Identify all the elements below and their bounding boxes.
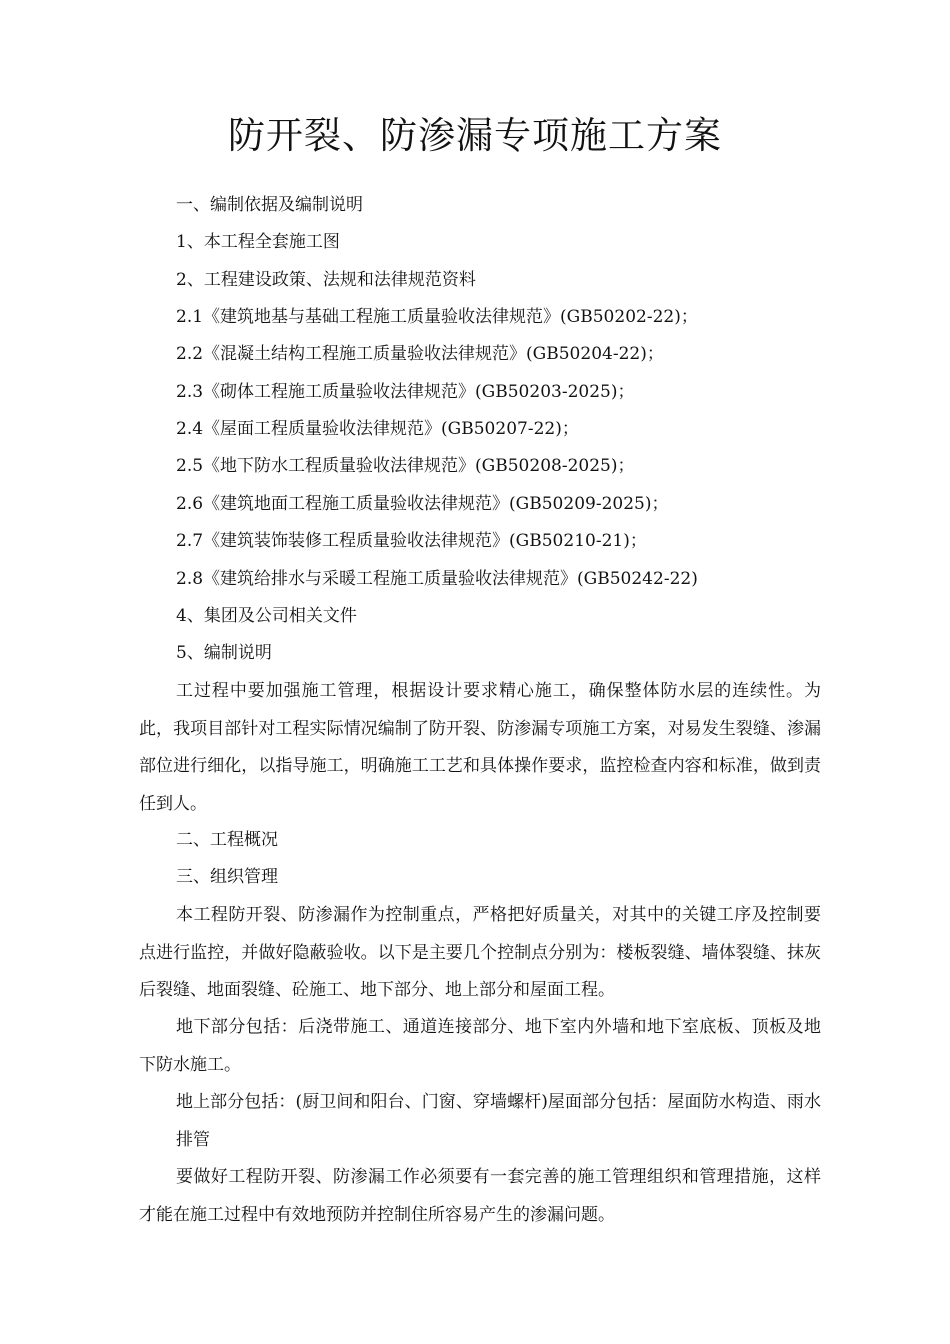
paragraph-aboveground: 地上部分包括：(厨卫间和阳台、门窗、穿墙螺杆)屋面部分包括：屋面防水构造、雨水排管 xyxy=(176,1092,821,1150)
standard-item-2-5: 2.5《地下防水工程质量验收法律规范》(GB50208-2025)； xyxy=(176,456,635,476)
basis-item-1: 1、本工程全套施工图 xyxy=(176,232,340,252)
paragraph-closing: 要做好工程防开裂、防渗漏工作必须要有一套完善的施工管理组织和管理措施，这样才能在施工过程中有效地预防并控制住所容易产生的渗漏问题。 xyxy=(139,1167,821,1225)
section-heading-3: 三、组织管理 xyxy=(176,867,278,887)
basis-item-5: 5、编制说明 xyxy=(176,643,272,663)
standard-item-2-2: 2.2《混凝土结构工程施工质量验收法律规范》(GB50204-22)； xyxy=(176,344,664,364)
standard-item-2-7: 2.7《建筑装饰装修工程质量验收法律规范》(GB50210-21)； xyxy=(176,531,647,551)
standard-item-2-1: 2.1《建筑地基与基础工程施工质量验收法律规范》(GB50202-22)； xyxy=(176,307,698,327)
paragraph-underground: 地下部分包括：后浇带施工、通道连接部分、地下室内外墙和地下室底板、顶板及地下防水施工。 xyxy=(139,1017,821,1075)
section-heading-1: 一、编制依据及编制说明 xyxy=(176,195,363,215)
standard-item-2-6: 2.6《建筑地面工程施工质量验收法律规范》(GB50209-2025)； xyxy=(176,494,669,514)
basis-item-2: 2、工程建设政策、法规和法律规范资料 xyxy=(176,270,476,290)
document-title: 防开裂、防渗漏专项施工方案 xyxy=(228,114,722,157)
paragraph-intro: 工过程中要加强施工管理，根据设计要求精心施工，确保整体防水层的连续性。为此，我项目部针对工程实际情况编制了防开裂、防渗漏专项施工方案，对易发生裂缝、渗漏部位进行细化，以指导施工，明确施工工艺和具体操作要求，监控检查内容和标准，做到责任到人。 xyxy=(139,681,821,814)
paragraph-control-points: 本工程防开裂、防渗漏作为控制重点，严格把好质量关，对其中的关键工序及控制要点进行监控，并做好隐蔽验收。以下是主要几个控制点分别为：楼板裂缝、墙体裂缝、抹灰后裂缝、地面裂缝、砼施工、地下部分、地上部分和屋面工程。 xyxy=(139,905,821,1000)
section-heading-2: 二、工程概况 xyxy=(176,830,278,850)
standard-item-2-4: 2.4《屋面工程质量验收法律规范》(GB50207-22)； xyxy=(176,419,579,439)
standard-item-2-3: 2.3《砌体工程施工质量验收法律规范》(GB50203-2025)； xyxy=(176,382,635,402)
standard-item-2-8: 2.8《建筑给排水与采暖工程施工质量验收法律规范》(GB50242-22) xyxy=(176,569,698,589)
basis-item-4: 4、集团及公司相关文件 xyxy=(176,606,357,626)
